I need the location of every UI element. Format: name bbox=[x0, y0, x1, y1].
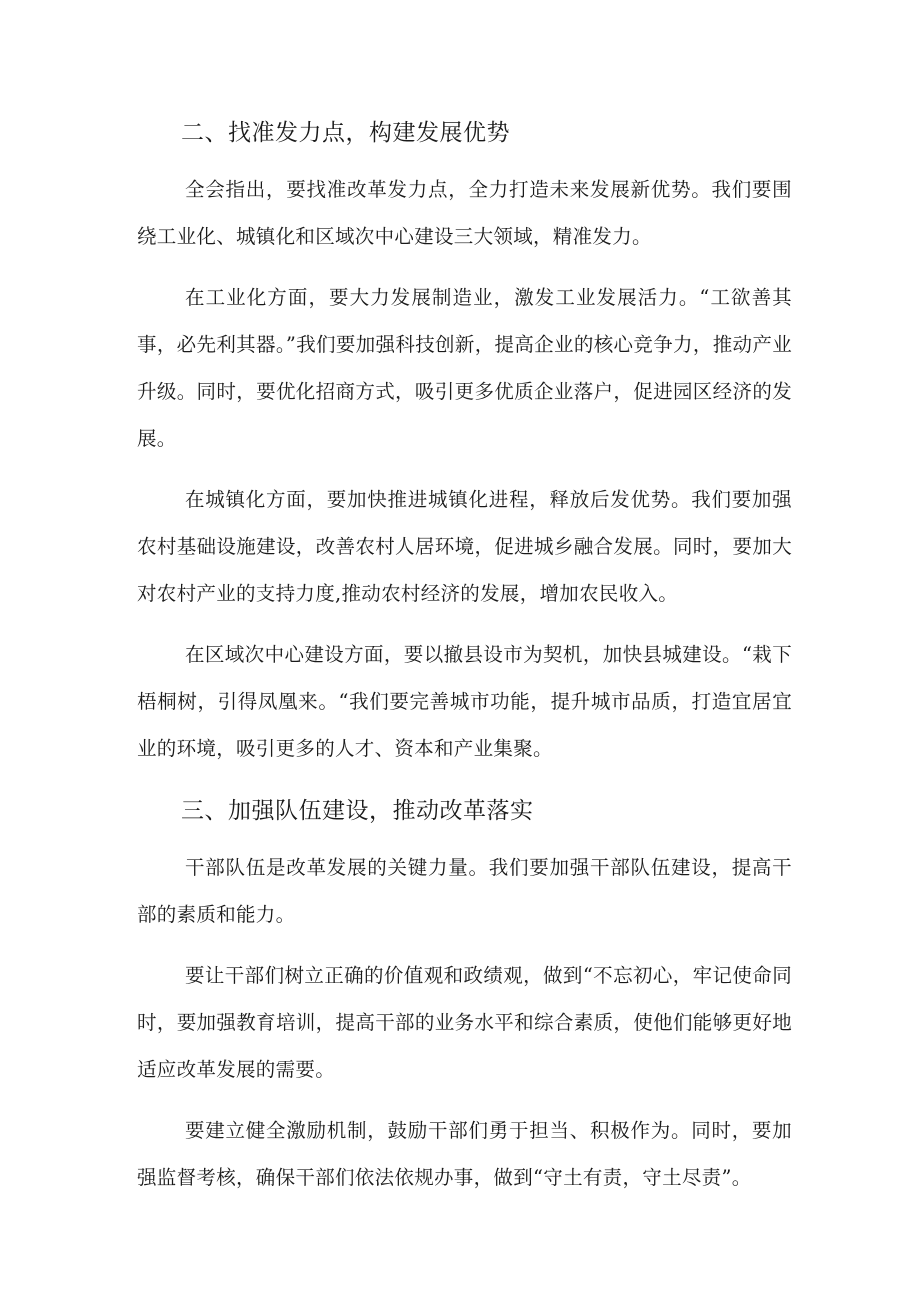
paragraph: 干部队伍是改革发展的关键力量。我们要加强干部队伍建设，提高干部的素质和能力。 bbox=[137, 856, 792, 926]
paragraph: 在城镇化方面，要加快推进城镇化进程，释放后发优势。我们要加强农村基础设施建设，改善农村人居环境，促进城乡融合发展。同时，要加大对农村产业的支持力度,推动农村经济的发展，增加农民收入。 bbox=[137, 488, 792, 605]
paragraph: 在工业化方面，要大力发展制造业，激发工业发展活力。“工欲善其事，必先利其器。”我们要加强科技创新，提高企业的核心竞争力，推动产业升级。同时，要优化招商方式，吸引更多优质企业落户，促进园区经济的发展。 bbox=[137, 286, 792, 450]
section-heading: 三、加强队伍建设，推动改革落实 bbox=[181, 798, 534, 824]
paragraph: 要让干部们树立正确的价值观和政绩观，做到“不忘初心，牢记使命同时，要加强教育培训，提高干部的业务水平和综合素质，使他们能够更好地适应改革发展的需要。 bbox=[137, 964, 792, 1081]
paragraph: 在区域次中心建设方面，要以撤县设市为契机，加快县城建设。“栽下梧桐树，引得凤凰来。“我们要完善城市功能，提升城市品质，打造宜居宜业的环境，吸引更多的人才、资本和产业集聚。 bbox=[137, 643, 792, 760]
document-body bbox=[137, 108, 792, 1201]
paragraph: 要建立健全激励机制，鼓励干部们勇于担当、积极作为。同时，要加强监督考核，确保干部们依法依规办事，做到“守土有责，守土尽责”。 bbox=[137, 1119, 792, 1189]
paragraph: 全会指出，要找准改革发力点，全力打造未来发展新优势。我们要围绕工业化、城镇化和区域次中心建设三大领域，精准发力。 bbox=[137, 178, 792, 248]
section-heading: 二、找准发力点，构建发展优势 bbox=[181, 120, 510, 146]
